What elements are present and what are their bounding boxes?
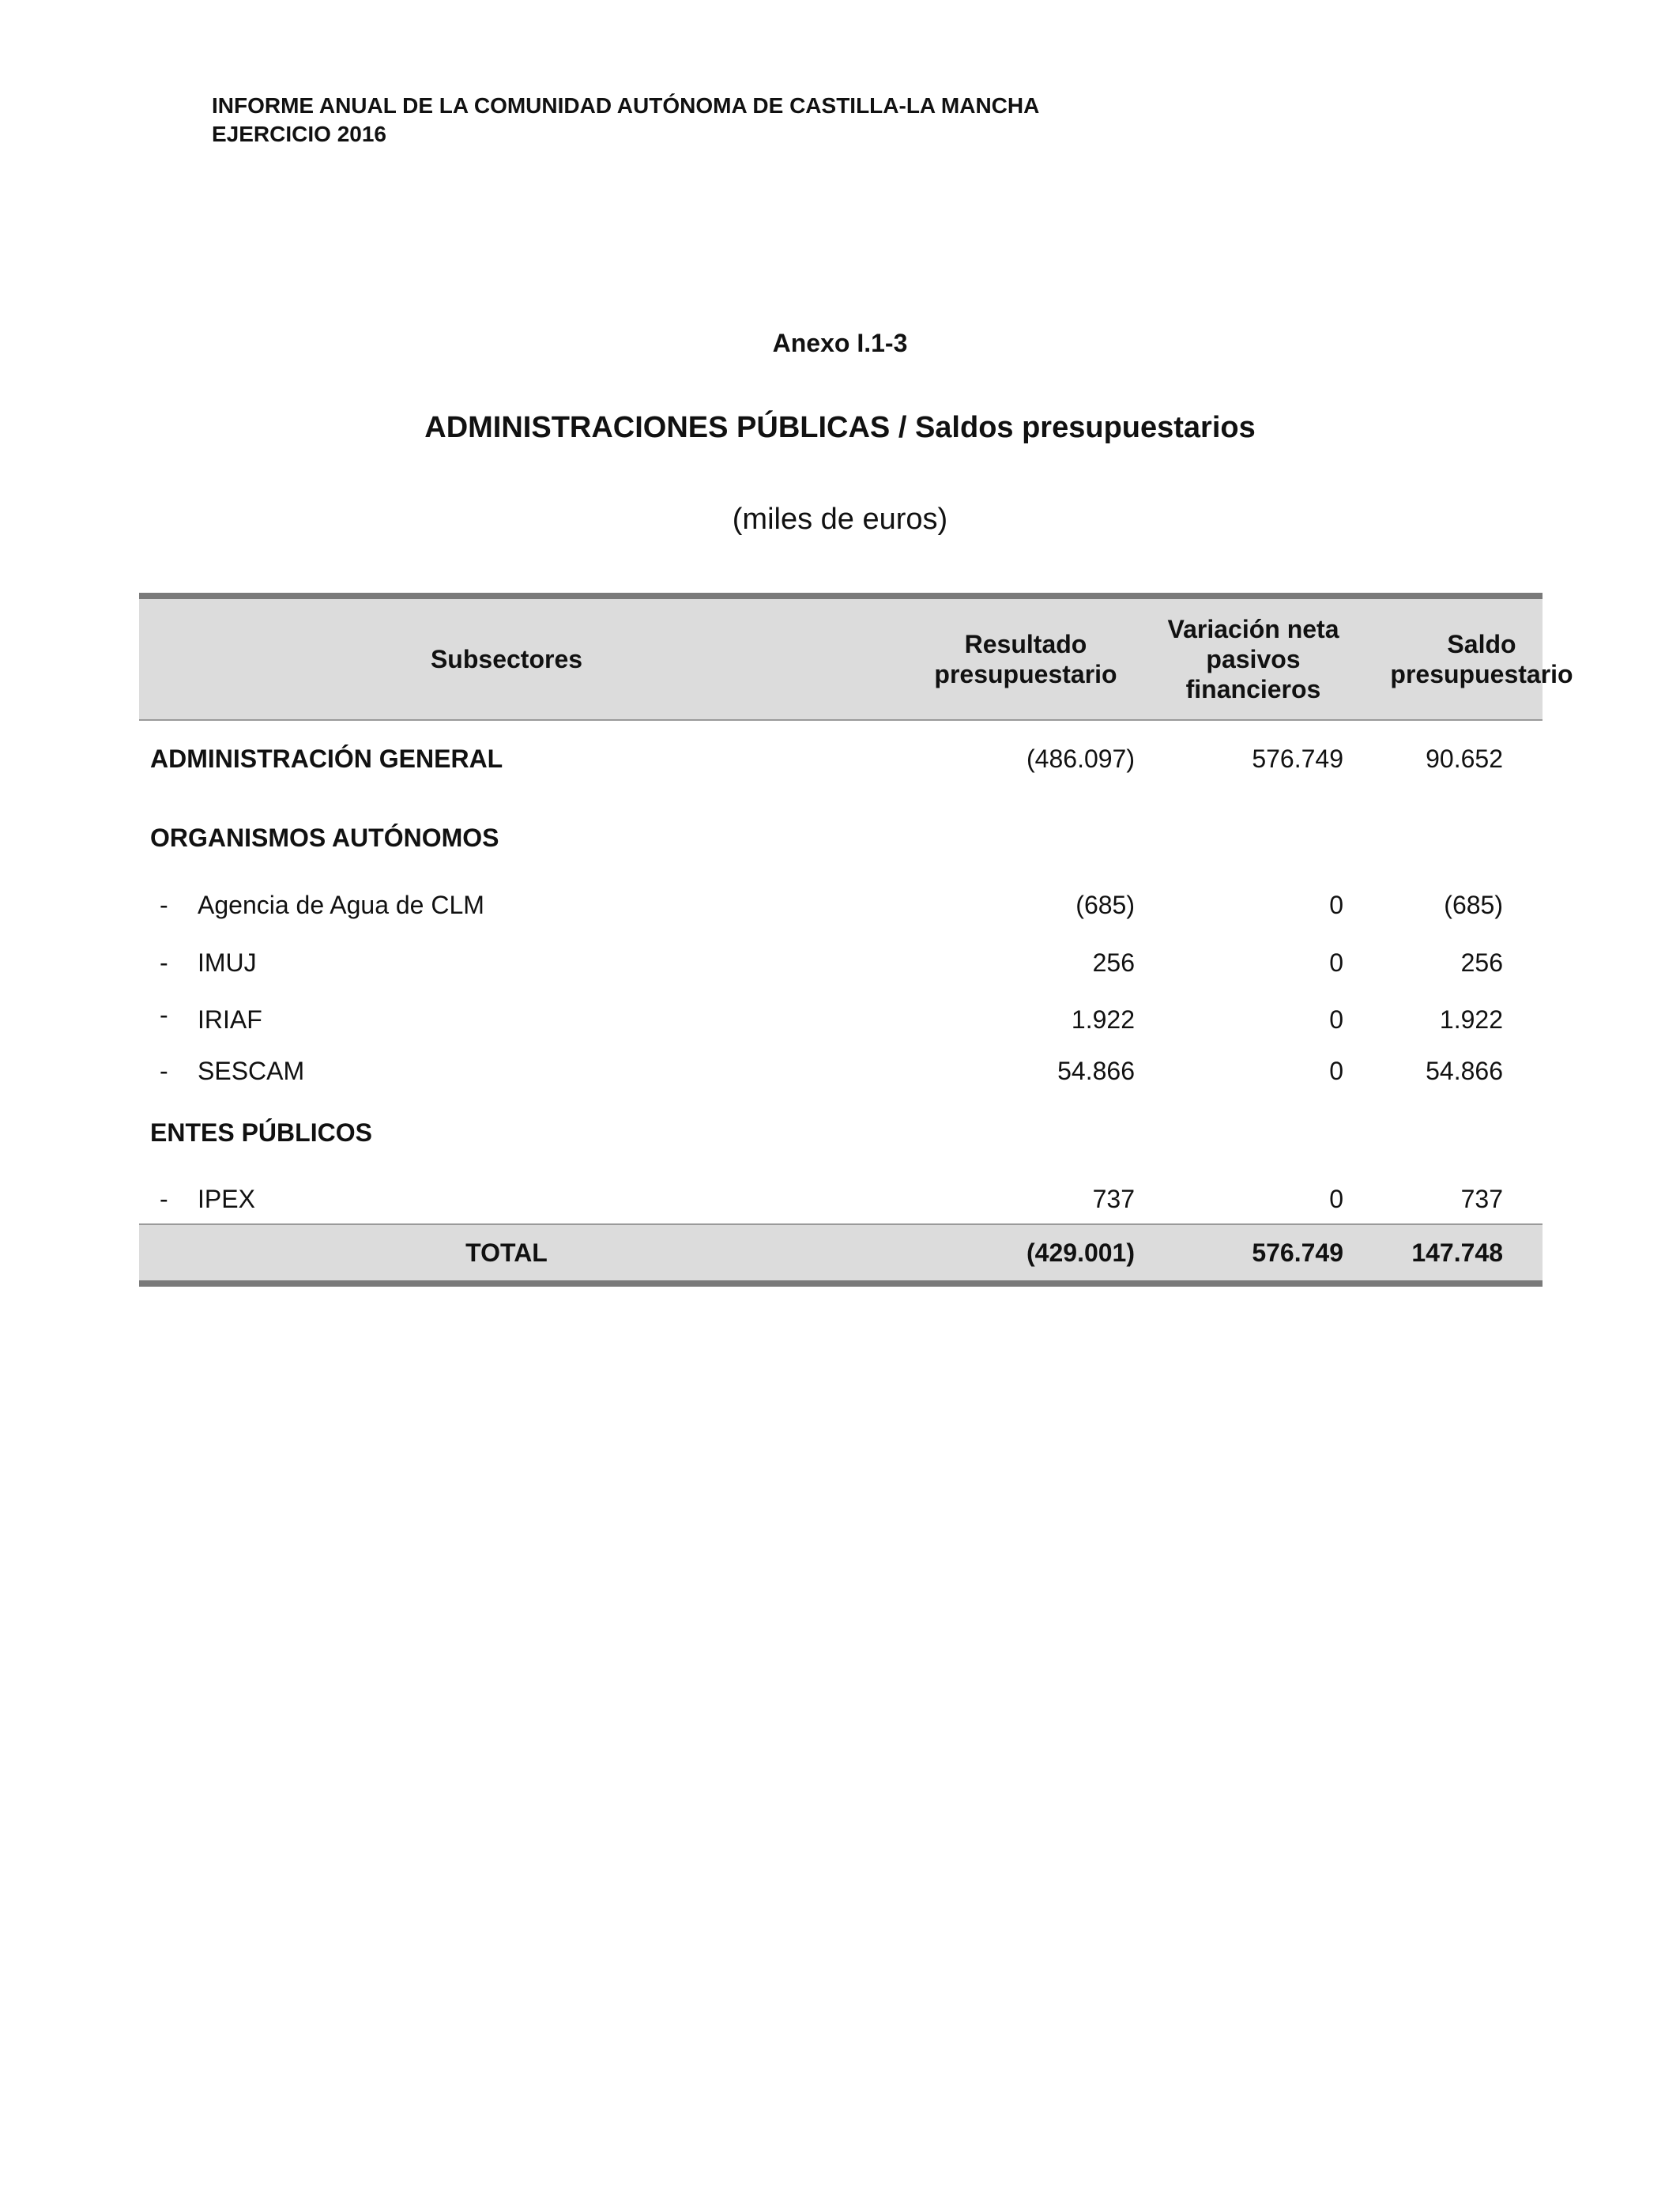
section-heading-organismos	[139, 818, 1543, 858]
row-label: IRIAF	[198, 1005, 262, 1034]
total-label: TOTAL	[465, 1238, 548, 1267]
table-row	[139, 1051, 1543, 1091]
bullet-dash: -	[160, 1001, 168, 1029]
table-total-row	[139, 1223, 1543, 1287]
total-variacion-value: 576.749	[1252, 1238, 1343, 1267]
column-header-variacion: Variación neta pasivos financieros	[1167, 615, 1339, 703]
resultado-value: (486.097)	[1026, 745, 1135, 773]
table-row	[139, 1179, 1543, 1219]
section-label: ENTES PÚBLICOS	[150, 1118, 372, 1147]
bullet-dash: -	[160, 1185, 168, 1213]
resultado-value: (685)	[1075, 891, 1135, 919]
table-row	[139, 943, 1543, 982]
units-label: (miles de euros)	[732, 503, 948, 536]
saldo-value: 54.866	[1426, 1057, 1503, 1085]
resultado-value: 737	[1092, 1185, 1135, 1213]
bullet-dash: -	[160, 948, 168, 977]
saldo-value: 1.922	[1439, 1005, 1503, 1034]
variacion-value: 576.749	[1252, 745, 1343, 773]
variacion-value: 0	[1329, 1057, 1343, 1085]
column-header-resultado: Resultado presupuestario	[934, 630, 1117, 688]
variacion-value: 0	[1329, 1185, 1343, 1213]
variacion-value: 0	[1329, 891, 1343, 919]
column-header-saldo: Saldo presupuestario	[1390, 630, 1573, 688]
resultado-value: 256	[1092, 948, 1135, 977]
row-label: Agencia de Agua de CLM	[198, 891, 484, 919]
budget-balance-table	[139, 593, 1573, 1267]
section-label: ORGANISMOS AUTÓNOMOS	[150, 824, 499, 852]
saldo-value: 256	[1460, 948, 1503, 977]
column-header-subsectores: Subsectores	[430, 645, 583, 673]
row-label: SESCAM	[198, 1057, 305, 1085]
variacion-value: 0	[1329, 948, 1343, 977]
section-heading-entes	[139, 1113, 1543, 1152]
report-title-line: INFORME ANUAL DE LA COMUNIDAD AUTÓNOMA DE CASTILLA-LA MANCHA	[212, 93, 1040, 118]
saldo-value: (685)	[1444, 891, 1503, 919]
table-header	[139, 593, 1573, 721]
bullet-dash: -	[160, 1057, 168, 1085]
resultado-value: 54.866	[1057, 1057, 1135, 1085]
table-row-admin-general	[139, 739, 1543, 778]
table-row	[139, 1000, 1543, 1039]
table-row	[139, 885, 1543, 925]
row-label: ADMINISTRACIÓN GENERAL	[150, 745, 503, 773]
report-year-line: EJERCICIO 2016	[212, 122, 386, 146]
bullet-dash: -	[160, 891, 168, 919]
resultado-value: 1.922	[1071, 1005, 1135, 1034]
row-label: IPEX	[198, 1185, 255, 1213]
saldo-value: 737	[1460, 1185, 1503, 1213]
row-label: IMUJ	[198, 948, 257, 977]
total-saldo-value: 147.748	[1411, 1238, 1503, 1267]
page-title: ADMINISTRACIONES PÚBLICAS / Saldos presupuestarios	[424, 411, 1256, 444]
annex-label: Anexo I.1-3	[772, 329, 908, 357]
saldo-value: 90.652	[1426, 745, 1503, 773]
total-resultado-value: (429.001)	[1026, 1238, 1135, 1267]
report-header	[212, 92, 1039, 149]
variacion-value: 0	[1329, 1005, 1343, 1034]
